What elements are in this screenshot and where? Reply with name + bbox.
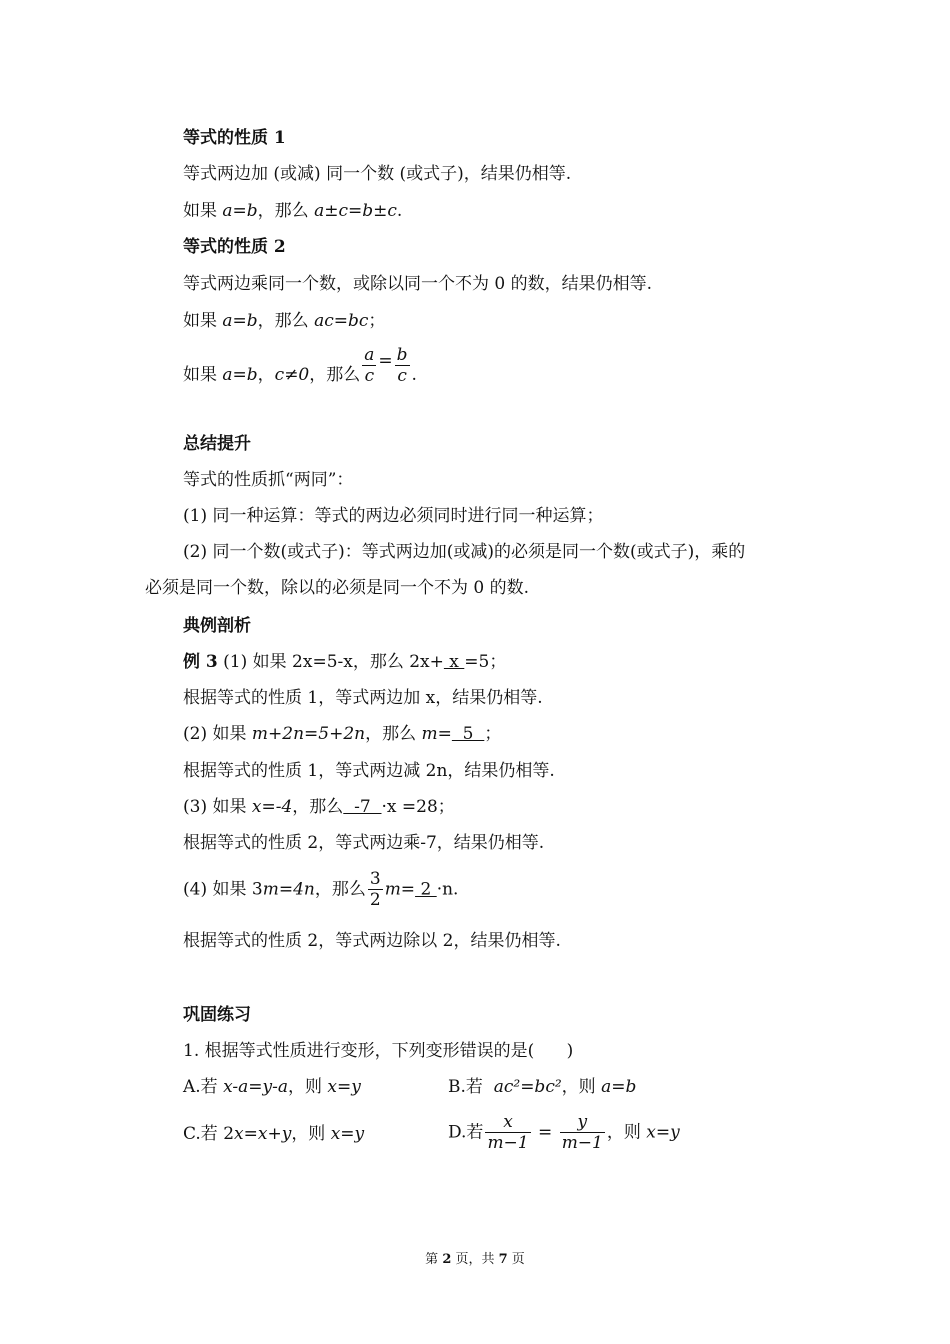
denominator: c — [364, 366, 375, 386]
option-c — [183, 1123, 364, 1145]
fraction-3-over-2 — [368, 869, 383, 910]
text: 页，共 — [451, 1252, 499, 1267]
equals-sign: = — [378, 351, 393, 371]
answer-blank: 2 — [415, 879, 437, 900]
denominator: 2 — [369, 890, 381, 910]
text: ，那么 — [292, 797, 344, 817]
equals-sign: = — [532, 1122, 558, 1143]
example-3 — [183, 796, 455, 818]
option-label: C.若 2 — [183, 1124, 235, 1144]
answer-blank: -7 — [343, 797, 382, 817]
denominator: m−1 — [487, 1133, 529, 1153]
text: (4) 如果 3 — [183, 879, 263, 900]
numerator: a — [364, 345, 375, 365]
heading-practice: 巩固练习 — [183, 1005, 251, 1025]
example-2-reason: 根据等式的性质 1，等式两边减 2n，结果仍相等. — [183, 761, 555, 781]
denominator: c — [397, 366, 407, 386]
text: ， — [257, 365, 275, 385]
math-expr: m+2n=5+2n — [251, 724, 366, 744]
math-expr: ac=bc — [314, 311, 369, 331]
math-expr: m=4n — [262, 879, 315, 900]
heading-property-1: 等式的性质 1 — [183, 128, 286, 148]
fraction-b-over-c — [395, 345, 410, 386]
text: (3) 如果 — [183, 797, 252, 817]
page-footer — [0, 1248, 950, 1267]
text: ·n. — [436, 879, 459, 900]
property-2-formula-2 — [183, 345, 417, 386]
math-expr: a=b — [601, 1077, 637, 1097]
numerator: y — [560, 1112, 605, 1133]
math-expr: x=y — [330, 1124, 365, 1144]
text: ； — [368, 311, 386, 331]
numerator: b — [396, 345, 408, 365]
math-expr: a=b — [222, 201, 258, 221]
text: ，那么 — [257, 201, 315, 221]
fraction-a-over-c — [362, 345, 376, 386]
text — [183, 346, 360, 386]
math-expr: c≠0 — [274, 365, 310, 385]
text: . — [411, 365, 417, 385]
text: 页 — [507, 1252, 525, 1267]
option-a — [183, 1076, 361, 1098]
text: =5； — [464, 652, 507, 672]
fraction-x-over-m-minus-1 — [485, 1112, 530, 1153]
text: (1) 如果 2x=5-x，那么 2x+ — [217, 652, 444, 672]
page-number: 2 — [442, 1252, 452, 1267]
math-expr: x=y — [327, 1077, 361, 1097]
math-expr: x=-4 — [251, 797, 293, 817]
summary-line-3: (2) 同一个数(或式子)：等式两边加(或减)的必须是同一个数(或式子)，乘的 — [183, 542, 746, 562]
denominator: m−1 — [561, 1133, 603, 1153]
answer-blank: 5 — [451, 724, 485, 744]
numerator: 3 — [369, 869, 381, 889]
page-total: 7 — [498, 1252, 508, 1267]
math-expr: m — [421, 724, 438, 744]
math-expr: x=x+y — [234, 1124, 292, 1144]
numerator: x — [485, 1112, 530, 1133]
text: ，则 — [561, 1077, 602, 1097]
option-label: D.若 — [448, 1122, 484, 1143]
property-2-statement: 等式两边乘同一个数，或除以同一个不为 0 的数，结果仍相等. — [183, 274, 653, 294]
property-2-formula-1 — [183, 310, 385, 332]
math-expr: m= — [384, 879, 416, 900]
answer-blank: x — [443, 652, 465, 672]
heading-examples: 典例剖析 — [183, 616, 251, 636]
property-1-statement: 等式两边加 (或减) 同一个数 (或式子)，结果仍相等. — [183, 164, 572, 184]
text: 如果 — [183, 365, 223, 385]
text: ，则 — [291, 1124, 331, 1144]
summary-line-2: (1) 同一种运算：等式的两边必须同时进行同一种运算； — [183, 506, 604, 526]
question-1 — [183, 1040, 573, 1062]
math-expr: x=y — [646, 1122, 680, 1143]
math-expr: a=b — [222, 311, 258, 331]
text: ，那么 — [257, 311, 315, 331]
example-4-reason: 根据等式的性质 2，等式两边除以 2，结果仍相等. — [183, 931, 561, 951]
heading-summary: 总结提升 — [183, 434, 251, 454]
option-d — [448, 1112, 680, 1153]
example-2 — [183, 723, 501, 745]
example-label: 例 3 — [183, 652, 218, 672]
text: ，那么 — [314, 879, 366, 900]
text: ，则 — [288, 1077, 328, 1097]
text: . — [396, 201, 403, 221]
text: ，那么 — [309, 365, 361, 385]
text: 第 — [425, 1252, 443, 1267]
heading-property-2: 等式的性质 2 — [183, 237, 286, 257]
math-expr: x-a=y-a — [223, 1077, 288, 1097]
text: 如果 — [183, 201, 223, 221]
text: ； — [484, 724, 502, 744]
text: ·x =28； — [381, 797, 455, 817]
text: ，那么 — [365, 724, 422, 744]
math-expr: a=b — [222, 365, 258, 385]
math-expr: ac²=bc² — [493, 1077, 562, 1097]
text: = — [437, 724, 452, 744]
summary-line-1: 等式的性质抓“两同”： — [183, 470, 354, 490]
option-b — [448, 1076, 636, 1098]
property-1-formula — [183, 200, 402, 222]
text: 如果 — [183, 311, 223, 331]
summary-line-4: 必须是同一个数，除以的必须是同一个不为 0 的数. — [145, 578, 530, 598]
example-3-reason: 根据等式的性质 2，等式两边乘-7，结果仍相等. — [183, 833, 545, 853]
option-label: B.若 — [448, 1077, 494, 1097]
math-expr: a±c=b±c — [314, 201, 397, 221]
text: ，则 — [606, 1122, 647, 1143]
fraction-y-over-m-minus-1 — [560, 1112, 605, 1153]
option-label: A.若 — [183, 1077, 224, 1097]
text: (2) 如果 — [183, 724, 252, 744]
example-4 — [183, 869, 458, 910]
question-text: 1. 根据等式性质进行变形，下列变形错误的是( ) — [183, 1041, 574, 1061]
example-1-reason: 根据等式的性质 1，等式两边加 x，结果仍相等. — [183, 688, 543, 708]
example-1 — [183, 651, 506, 673]
